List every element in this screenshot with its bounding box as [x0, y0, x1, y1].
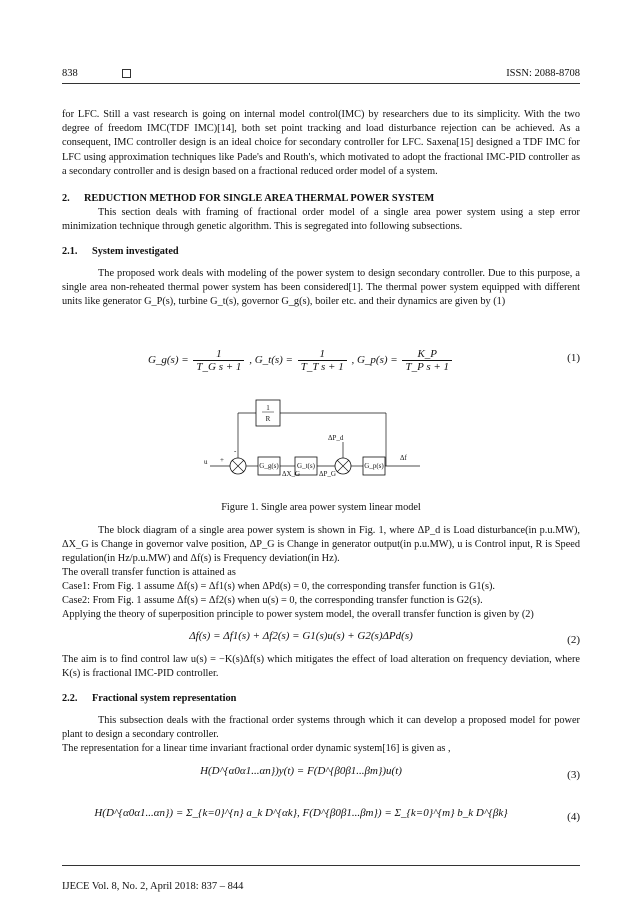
equation-number: (3) — [567, 769, 580, 781]
superposition-line: Applying the theory of superposition principle to power system model, the overall transfer function is given by (2) — [62, 609, 534, 620]
governor-label: G_g(s) — [259, 462, 279, 470]
subsection-heading-2-1: 2.1. System investigated — [62, 246, 179, 257]
input-label: u — [204, 458, 208, 466]
fraction: $\frac{1}{\text{T\_T s + 1}}$ — [298, 348, 347, 373]
figure-caption: Figure 1. Single area power system linear model — [221, 502, 421, 513]
dxg-label: ΔX_G — [282, 470, 301, 478]
section-intro: This section deals with framing of fractional order model of a single area power system using a step error minimization technique through genetic algorithm. This is segregated into following subsections. — [62, 207, 580, 233]
page-number: 838 — [62, 68, 78, 79]
dpd-label: ΔP_d — [328, 434, 344, 442]
control-law-paragraph: The aim is to find control law u(s) = −K(s)Δf(s) which mitigates the effect of load alteration on frequency deviation, where K(s) is fractional IMC-PID controller. — [62, 654, 580, 680]
dpg-label: ΔP_G — [319, 470, 336, 478]
equation-1: G_g(s) = $\frac{1}{\text{T\_G s + 1}}$ , G_t(s) = $\frac{1}{\text{T\_T s + 1}}$ , G_p(s) = $\frac{K\_P}{\text{T\_P s + 1}}$ (1) — [147, 348, 580, 373]
subsection-heading-2-2: 2.2. Fractional system representation — [62, 693, 237, 704]
footer-rule — [62, 865, 580, 866]
equation-3: H(D^{α0α1...αn})y(t) = F(D^{β0β1...βm})u(t) (3) — [200, 765, 580, 781]
square-glyph-icon — [122, 69, 131, 78]
r-numerator: 1 — [266, 404, 270, 412]
header-rule — [62, 83, 580, 84]
case1-line: Case1: From Fig. 1 assume Δf(s) = Δf1(s) when ΔPd(s) = 0, the corresponding transfer function is G1(s). — [62, 581, 495, 592]
lti-representation-line: The representation for a linear time invariant fractional order dynamic system[16] is given as , — [62, 743, 451, 754]
block-diagram — [198, 396, 428, 486]
fractional-intro: This subsection deals with the fractional order systems through which it can develop a proposed model for power plant to design a secondary controller. — [62, 715, 580, 741]
system-paragraph: The proposed work deals with modeling of the power system to design secondary controller. Due to this purpose, a single area non-reheated thermal power system has been considered[1]. The thermal power system equipped with different units like generator G_P(s), turbine G_t(s), governor G_g(s), boiler etc. and their dynamics are given by (1) — [62, 268, 580, 308]
equation-4: H(D^{α0α1...αn}) = Σ_{k=0}^{n} a_k D^{αk}, F(D^{β0β1...βm}) = Σ_{k=0}^{m} b_k D^{βk} (4) — [94, 807, 580, 823]
turbine-label: G_t(s) — [297, 462, 315, 470]
equation-number: (2) — [567, 634, 580, 646]
minus-sign: - — [234, 447, 237, 455]
case2-line: Case2: From Fig. 1 assume Δf(s) = Δf2(s) when u(s) = 0, the corresponding transfer function is G2(s). — [62, 595, 483, 606]
issn: ISSN: 2088-8708 — [506, 68, 580, 79]
df-label: Δf — [400, 454, 407, 462]
plus-sign: + — [220, 456, 224, 464]
equation-number: (4) — [567, 811, 580, 823]
generator-label: G_p(s) — [364, 462, 384, 470]
intro-paragraph: for LFC. Still a vast research is going on internal model control(IMC) by researchers due to its simplicity. With the two degree of freedom IMC(TDF IMC)[14], both set point tracking and load disturbance rejection can be achieved. As a consequent, IMC controller design is an ideal choice for secondary controller for LFC. Saxena[15] designed a TDF IMC for LFC using approximation techniques like Pade's and Routh's, which motivated to adopt the fractional IMC-PID controller as a secondary controller and is design based on a fractional reduced order model of a system. — [62, 109, 580, 177]
journal-footer: IJECE Vol. 8, No. 2, April 2018: 837 – 844 — [62, 881, 244, 892]
block-diagram-paragraph: The block diagram of a single area power system is shown in Fig. 1, where ΔP_d is Load disturbance(in p.u.MW), ΔX_G is Change in governor valve position, ΔP_G is Change in generator output(in p.u.MW), u is Control input, R is Speed regulation(in Hz/p.u.MW) and Δf(s) is Frequency deviation(in Hz). — [62, 525, 580, 565]
overall-tf-line: The overall transfer function is attained as — [62, 567, 236, 578]
section-heading: 2. REDUCTION METHOD FOR SINGLE AREA THERMAL POWER SYSTEM — [62, 193, 435, 204]
equation-number: (1) — [567, 352, 580, 364]
fraction: $\frac{K\_P}{\text{T\_P s + 1}}$ — [402, 348, 452, 373]
equation-2: Δf(s) = Δf1(s) + Δf2(s) = G1(s)u(s) + G2(s)ΔPd(s) (2) — [189, 630, 580, 646]
fraction: $\frac{1}{\text{T\_G s + 1}}$ — [193, 348, 244, 373]
r-denominator: R — [265, 415, 271, 423]
